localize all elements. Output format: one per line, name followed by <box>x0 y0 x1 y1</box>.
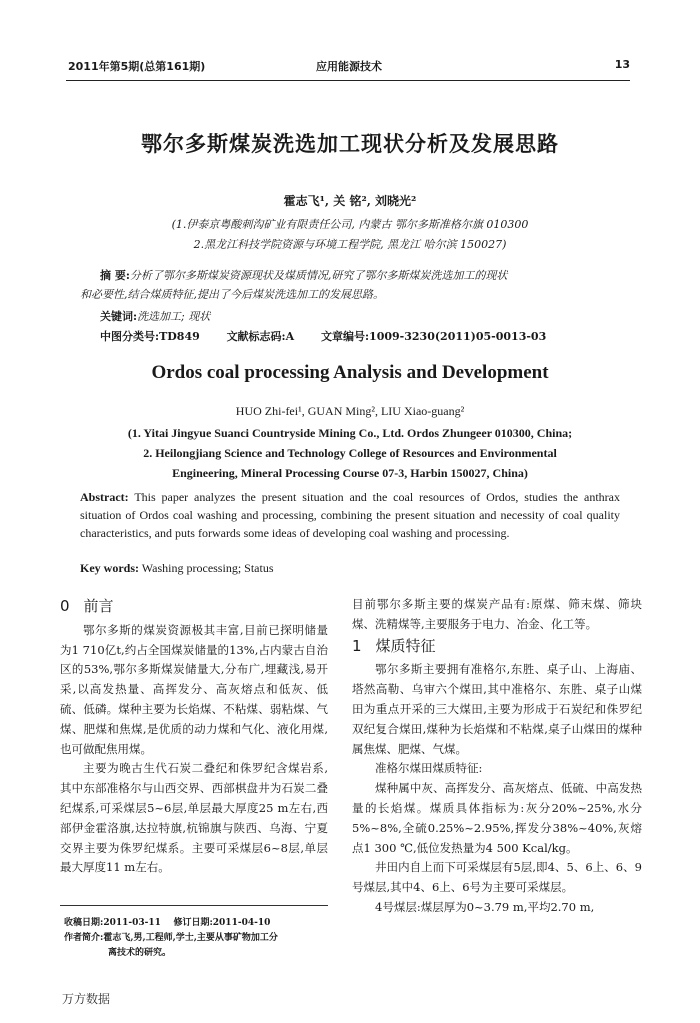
art-label: 文章编号: <box>320 330 370 343</box>
affiliation-en-3: Engineering, Mineral Processing Course 07-3, Harbin 150027, China) <box>172 466 528 480</box>
coal-quality-subheading: 准格尔煤田煤质特征: <box>375 761 483 776</box>
section-0-heading <box>60 597 328 617</box>
abstract-cn <box>80 266 620 304</box>
author-bio-label: 作者简介: <box>64 933 104 943</box>
authors-en: HUO Zhi-fei¹, GUAN Ming², LIU Xiao-guang² <box>235 404 465 418</box>
doc-label: 文献标志码: <box>226 330 286 343</box>
abstract-cn-line2: 和必要性,结合煤质特征,提出了今后煤炭洗选加工的发展思路。 <box>80 288 384 301</box>
section-1-number: 1 <box>352 636 362 655</box>
footnote-author <box>64 931 332 946</box>
coal-quality-paragraph-2: 煤种属中灰、高挥发分、高灰熔点、低硫、中高发热量的长焰煤。煤质具体指标为:灰分20%~25%,水分5%~8%,全硫0.25%~2.95%,挥发分38%~40%,灰熔点1 300 ℃,低位发热量为4 500 Kcal/kg。 <box>352 781 642 855</box>
keywords-cn <box>100 308 210 324</box>
doc-value: A <box>285 330 295 343</box>
page-number: 13 <box>614 58 630 71</box>
journal-name: 应用能源技术 <box>316 60 382 73</box>
clc-label: 中图分类号: <box>100 330 160 343</box>
header-rule <box>66 80 630 81</box>
affiliation-cn-1: (1.伊泰京粤酸刺沟矿业有限责任公司, 内蒙古 鄂尔多斯准格尔旗 010300 <box>171 218 529 231</box>
keywords-cn-label: 关键词: <box>100 310 138 323</box>
keywords-en-label: Key words: <box>80 561 139 575</box>
title-cn: 鄂尔多斯煤炭洗选加工现状分析及发展思路 <box>141 132 559 156</box>
section-1-heading <box>352 637 642 657</box>
affiliation-cn-2: 2.黑龙江科技学院资源与环境工程学院, 黑龙江 哈尔滨 150027) <box>193 238 507 251</box>
intro-paragraph-1: 鄂尔多斯的煤炭资源极其丰富,目前已探明储量为1 710亿t,约占全国煤炭储量的13%,占内蒙古自治区的53%,鄂尔多斯煤炭储量大,分布广,埋藏浅,易开采,以高发热量、高挥发分、高灰熔点和低灰、低硫、低磷。煤种主要为长焰煤、不粘煤、弱粘煤、气煤、肥煤和焦煤,是优质的动力煤和气化、液化用煤,也可做配焦用煤。 <box>60 622 328 756</box>
authors-cn: 霍志飞¹, 关 铭², 刘晓光² <box>283 194 417 208</box>
title-en: Ordos coal processing Analysis and Development <box>151 362 549 383</box>
revised-date: 2011-04-10 <box>212 918 271 928</box>
abstract-en <box>80 488 620 542</box>
abstract-en-text: This paper analyzes the present situation and the coal resources of Ordos, studies the anthrax situation of Ordos coal washing and processing, combining the present situation and necessity of coal quality characteristics, and puts forwards some ideas of developing coal washing and processing. <box>80 490 620 540</box>
affiliation-en-1: (1. Yitai Jingyue Suanci Countryside Mining Co., Ltd. Ordos Zhungeer 010300, China; <box>127 426 573 440</box>
art-value: 1009-3230(2011)05-0013-03 <box>369 330 547 343</box>
received-date: 2011-03-11 <box>103 918 161 928</box>
section-0-title: 前言 <box>83 597 114 615</box>
issue-info: 2011年第5期(总第161期) <box>68 60 206 73</box>
section-0-number: 0 <box>60 597 70 615</box>
keywords-en <box>80 561 274 576</box>
intro-paragraph-2: 主要为晚古生代石炭二叠纪和侏罗纪含煤岩系,其中东部准格尔与山西交界、西部棋盘井为石炭二叠纪煤系,可采煤层5~6层,单层最大厚度25 m左右,西部伊金霍洛旗,达拉特旗,杭锦旗与陕西、乌海、宁夏交界主要为侏罗纪煤系。主要可采煤层6~8层,单层最大厚度11 m左右。 <box>60 761 328 875</box>
footnote-rule <box>60 905 328 906</box>
left-column <box>60 595 328 878</box>
classification-line <box>100 328 620 344</box>
right-column <box>352 595 642 918</box>
keywords-en-text: Washing processing; Status <box>141 561 274 575</box>
seam-4-paragraph: 4号煤层:煤层厚为0~3.79 m,平均2.70 m, <box>375 899 595 914</box>
running-header <box>68 58 630 76</box>
watermark: 万方数据 <box>62 992 111 1006</box>
abstract-cn-line1 <box>80 266 620 285</box>
clc-value: TD849 <box>159 330 200 343</box>
revised-label: 修订日期: <box>173 918 213 928</box>
section-1-title: 煤质特征 <box>375 636 436 655</box>
author-bio-line1: 霍志飞,男,工程师,学士,主要从事矿物加工分 <box>103 933 278 943</box>
coal-seams-paragraph: 井田内自上而下可采煤层有5层,即4、5、6上、6、9号煤层,其中4、6上、6号为主要可采煤层。 <box>352 860 642 895</box>
received-label: 收稿日期: <box>64 918 104 928</box>
footnote-dates <box>64 916 332 931</box>
coal-quality-paragraph-1: 鄂尔多斯主要拥有准格尔,东胜、桌子山、上海庙、塔然高勒、乌审六个煤田,其中准格尔、东胜、桌子山煤田为重点开采的三大煤田,主要为形成于石炭纪和侏罗纪双纪复合煤田,煤种为长焰煤和不粘煤,桌子山煤田的煤种属焦煤、肥煤、气煤。 <box>352 662 642 756</box>
footnote <box>64 916 332 961</box>
author-bio-line2: 离技术的研究。 <box>108 948 172 958</box>
keywords-cn-text: 洗选加工; 现状 <box>137 310 211 323</box>
abstract-cn-label: 摘 要: <box>100 269 130 282</box>
products-paragraph: 目前鄂尔多斯主要的煤炭产品有:原煤、筛末煤、筛块煤、洗精煤等,主要服务于电力、冶金、化工等。 <box>352 597 642 631</box>
abstract-cn-text1: 分析了鄂尔多斯煤炭资源现状及煤质情况,研究了鄂尔多斯煤炭洗选加工的现状 <box>129 269 508 282</box>
affiliation-en-2: 2. Heilongjiang Science and Technology College of Resources and Environmental <box>143 446 557 460</box>
abstract-en-label: Abstract: <box>80 490 129 504</box>
